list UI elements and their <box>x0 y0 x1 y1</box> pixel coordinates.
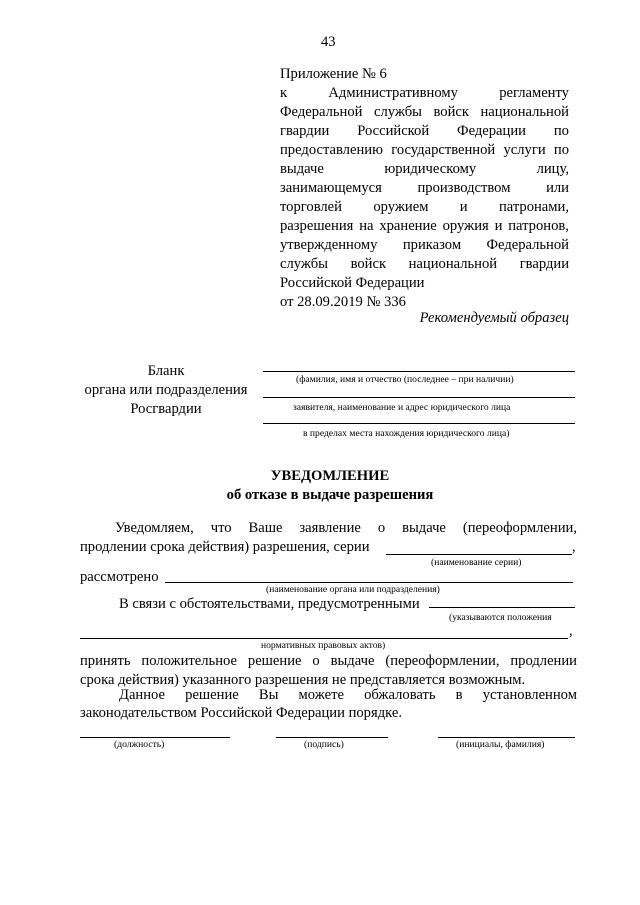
word: в <box>455 687 463 703</box>
word: оружия <box>442 218 489 234</box>
organ-field[interactable] <box>165 582 573 583</box>
word: о <box>312 653 320 669</box>
word: (переоформлении, <box>462 520 577 536</box>
word: заявление <box>299 520 361 536</box>
word: хранение <box>379 218 437 234</box>
body-line <box>119 688 577 703</box>
comma: , <box>572 539 576 555</box>
sign-hint: (подпись) <box>304 739 344 750</box>
appendix-line <box>280 124 569 139</box>
word: занимающемуся <box>280 180 382 196</box>
word: гвардии <box>519 256 569 272</box>
word: к <box>280 85 288 101</box>
word: Вы <box>258 687 279 703</box>
word: Федерации <box>457 123 526 139</box>
word: Российской <box>357 123 430 139</box>
word: положительное <box>141 653 237 669</box>
appendix-line: от 28.09.2019 № 336 <box>280 294 406 310</box>
recommended-sample: Рекомендуемый образец <box>419 310 569 326</box>
word: Ваше <box>248 520 283 536</box>
word: что <box>210 520 232 536</box>
hint-series: (наименование серии) <box>431 557 522 568</box>
appendix-line <box>280 162 569 177</box>
appendix-line: Российской Федерации <box>280 275 425 291</box>
appendix-line: Приложение № 6 <box>280 66 387 82</box>
word: о <box>377 520 386 536</box>
body-line: законодательством Российской Федерации порядке. <box>80 705 402 721</box>
word: Административному <box>328 85 458 101</box>
word: торговлей <box>280 199 342 215</box>
word: можете <box>298 687 344 703</box>
doc-title: УВЕДОМЛЕНИЕ <box>270 468 390 484</box>
name-hint: (инициалы, фамилия) <box>456 739 545 750</box>
word: решение <box>247 653 302 669</box>
word: службы <box>374 104 422 120</box>
applicant-hint-2: заявителя, наименование и адрес юридического лица <box>293 402 511 413</box>
appendix-line <box>280 238 569 253</box>
position-field[interactable] <box>80 737 230 738</box>
word: на <box>359 218 374 234</box>
series-field[interactable] <box>386 554 572 555</box>
word: решение <box>185 687 239 703</box>
word: продлении <box>510 653 577 669</box>
name-field[interactable] <box>438 737 575 738</box>
word: и <box>494 218 503 234</box>
word: войск <box>350 256 387 272</box>
word: службы <box>280 256 328 272</box>
sign-field[interactable] <box>276 737 388 738</box>
word: производством <box>417 180 511 196</box>
word: услуги <box>503 142 546 158</box>
word: Федеральной <box>280 104 363 120</box>
word: выдаче <box>280 161 324 177</box>
appendix-line <box>280 219 569 234</box>
word: национальной <box>480 104 569 120</box>
word: по <box>553 123 569 139</box>
word: регламенту <box>499 85 569 101</box>
body-line: продлении срока действия) разрешения, серии <box>80 539 370 555</box>
comma: , <box>569 623 573 639</box>
word: принять <box>80 653 131 669</box>
appendix-line <box>280 200 569 215</box>
body-line <box>115 521 577 536</box>
word: (переоформлении, <box>385 653 500 669</box>
word: или <box>546 180 569 196</box>
word: утвержденному <box>280 237 378 253</box>
hint-provisions: (указываются положения <box>449 612 552 623</box>
word: юридическому <box>384 161 477 177</box>
doc-subtitle: об отказе в выдаче разрешения <box>226 487 434 503</box>
word: установленном <box>482 687 577 703</box>
acts-field[interactable] <box>80 638 568 639</box>
word: национальной <box>408 256 498 272</box>
applicant-line-1[interactable] <box>263 371 575 372</box>
appendix-line <box>280 143 569 158</box>
applicant-hint-1: (фамилия, имя и отчество (последнее – при наличии) <box>296 374 514 385</box>
word: предоставлению <box>280 142 383 158</box>
word: разрешения <box>280 218 354 234</box>
applicant-line-3[interactable] <box>263 423 575 424</box>
word: Уведомляем, <box>115 520 194 536</box>
body-line: В связи с обстоятельствами, предусмотренными <box>119 596 420 612</box>
word: гвардии <box>280 123 330 139</box>
appendix-line <box>280 257 569 272</box>
considered-label: рассмотрено <box>80 569 159 585</box>
appendix-line <box>280 86 569 101</box>
word: патронами, <box>498 199 569 215</box>
word: Данное <box>119 687 166 703</box>
word: и <box>459 199 468 215</box>
body-line <box>80 654 577 669</box>
body-line: срока действия) указанного разрешения не представляется возможным. <box>80 672 526 688</box>
hint-organ: (наименование органа или подразделения) <box>266 584 440 595</box>
appendix-line <box>280 105 569 120</box>
word: обжаловать <box>364 687 436 703</box>
word: патронов, <box>508 218 569 234</box>
applicant-hint-3: в пределах места нахождения юридического лица) <box>303 428 510 439</box>
word: Федеральной <box>486 237 569 253</box>
hint-acts: нормативных правовых актов) <box>261 640 386 651</box>
blank-block: Бланк органа или подразделения Росгвардии <box>84 363 248 417</box>
word: выдаче <box>330 653 375 669</box>
appendix-line <box>280 181 569 196</box>
provisions-field[interactable] <box>429 607 575 608</box>
word: по <box>553 142 569 158</box>
position-hint: (должность) <box>114 739 165 750</box>
applicant-line-2[interactable] <box>263 397 575 398</box>
word: войск <box>433 104 469 120</box>
word: приказом <box>402 237 462 253</box>
word: оружием <box>373 199 429 215</box>
page-number: 43 <box>321 34 336 50</box>
word: лицу, <box>536 161 569 177</box>
word: выдаче <box>402 520 446 536</box>
word: государственной <box>391 142 496 158</box>
